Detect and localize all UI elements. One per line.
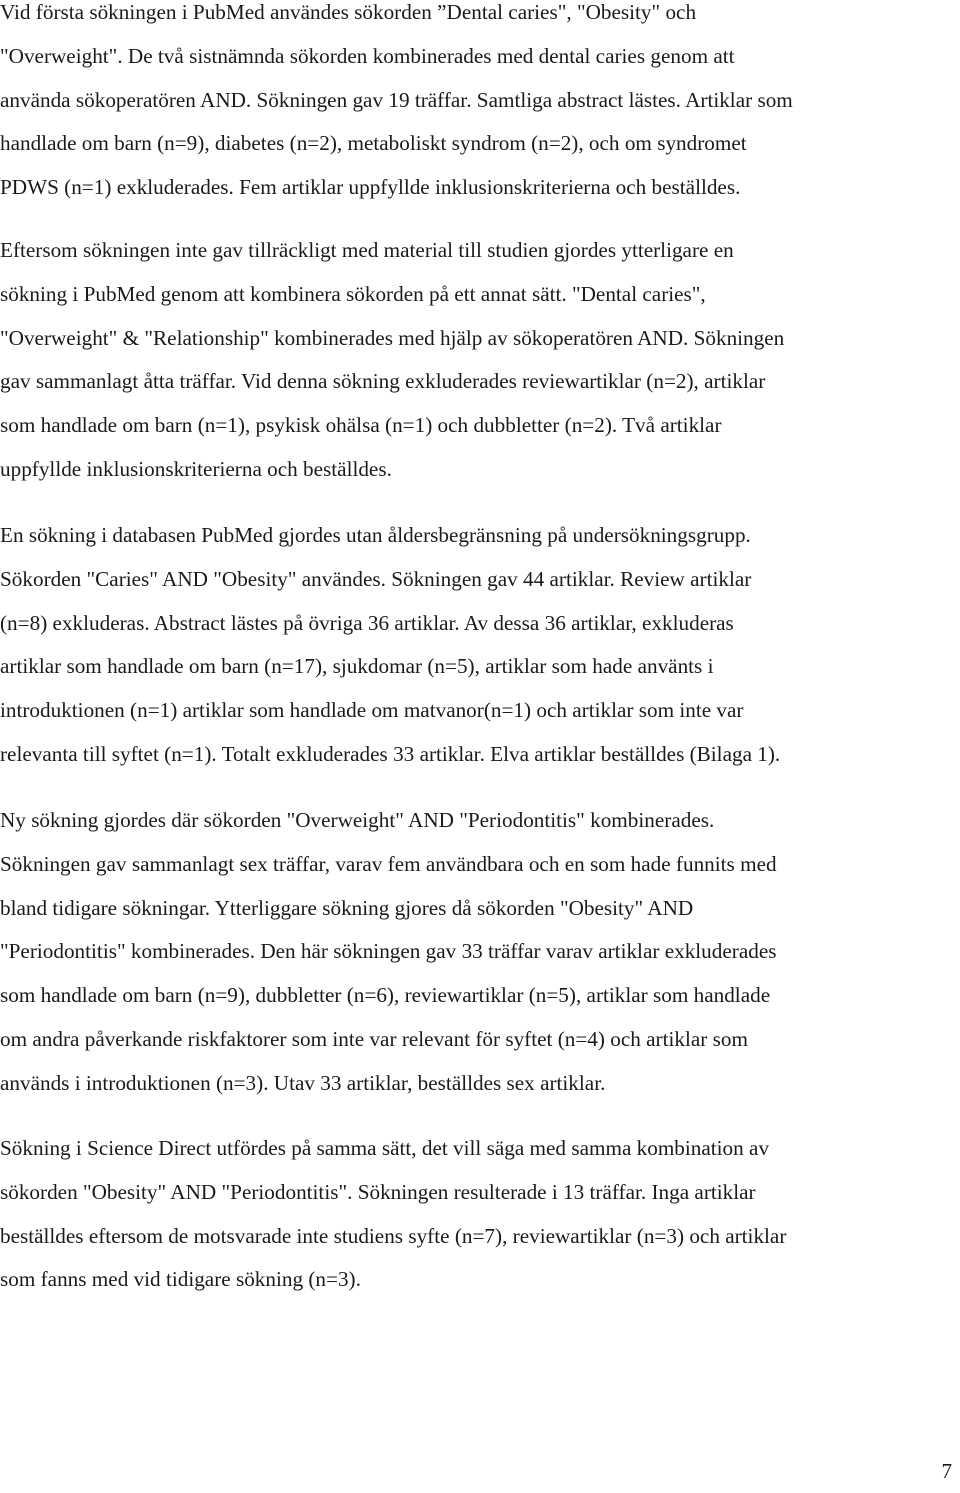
text-line: "Periodontitis" kombinerades. Den här sökningen gav 33 träffar varav artiklar exkluderades bbox=[0, 939, 777, 964]
page-number: 7 bbox=[941, 1459, 952, 1483]
text-line: handlade om barn (n=9), diabetes (n=2), metaboliskt syndrom (n=2), och om syndromet bbox=[0, 131, 747, 156]
text-line: (n=8) exkluderas. Abstract lästes på övriga 36 artiklar. Av dessa 36 artiklar, exkluderas bbox=[0, 610, 734, 635]
text-line: beställdes eftersom de motsvarade inte studiens syfte (n=7), reviewartiklar (n=3) och artiklar bbox=[0, 1223, 787, 1248]
text-line: artiklar som handlade om barn (n=17), sjukdomar (n=5), artiklar som hade använts i bbox=[0, 654, 714, 679]
paragraph-3 bbox=[0, 514, 958, 777]
text-line: bland tidigare sökningar. Ytterliggare sökning gjores då sökorden "Obesity" AND bbox=[0, 895, 694, 920]
text-line: som fanns med vid tidigare sökning (n=3). bbox=[0, 1267, 361, 1292]
text-line: Vid första sökningen i PubMed användes sökorden ”Dental caries", "Obesity" och bbox=[0, 0, 697, 24]
text-line: används i introduktionen (n=3). Utav 33 artiklar, beställdes sex artiklar. bbox=[0, 1070, 606, 1095]
text-line: som handlade om barn (n=9), dubbletter (n=6), reviewartiklar (n=5), artiklar som handlade bbox=[0, 983, 771, 1008]
paragraph-4 bbox=[0, 799, 958, 1106]
text-line: En sökning i databasen PubMed gjordes utan åldersbegränsning på undersökningsgrupp. bbox=[0, 523, 751, 547]
text-line: "Overweight". De två sistnämnda sökorden kombinerades med dental caries genom att bbox=[0, 43, 735, 68]
text-line: "Overweight" & "Relationship" kombinerades med hjälp av sökoperatören AND. Sökningen bbox=[0, 325, 785, 350]
paragraph-5 bbox=[0, 1127, 958, 1302]
paragraph-2 bbox=[0, 229, 958, 492]
text-line: Sökorden "Caries" AND "Obesity" användes. Sökningen gav 44 artiklar. Review artiklar bbox=[0, 566, 752, 591]
text-line: Ny sökning gjordes där sökorden "Overweight" AND "Periodontitis" kombinerades. bbox=[0, 808, 715, 832]
text-line: använda sökoperatören AND. Sökningen gav 19 träffar. Samtliga abstract lästes. Artiklar som bbox=[0, 87, 793, 112]
text-line: sökning i PubMed genom att kombinera sökorden på ett annat sätt. "Dental caries", bbox=[0, 281, 706, 306]
text-line: introduktionen (n=1) artiklar som handlade om matvanor(n=1) och artiklar som inte var bbox=[0, 698, 744, 723]
text-line: som handlade om barn (n=1), psykisk ohälsa (n=1) och dubbletter (n=2). Två artiklar bbox=[0, 413, 722, 438]
text-line: PDWS (n=1) exkluderades. Fem artiklar uppfyllde inklusionskriterierna och beställdes. bbox=[0, 175, 741, 200]
text-line: Sökningen gav sammanlagt sex träffar, varav fem användbara och en som hade funnits med bbox=[0, 851, 777, 876]
text-line: om andra påverkande riskfaktorer som inte var relevant för syftet (n=4) och artiklar som bbox=[0, 1026, 748, 1051]
text-line: Eftersom sökningen inte gav tillräckligt med material till studien gjordes ytterligare en bbox=[0, 238, 734, 262]
text-line: Sökning i Science Direct utfördes på samma sätt, det vill säga med samma kombination av bbox=[0, 1136, 770, 1160]
text-line: uppfyllde inklusionskriterierna och beställdes. bbox=[0, 456, 392, 481]
text-line: relevanta till syftet (n=1). Totalt exkluderades 33 artiklar. Elva artiklar beställdes (Bilaga 1). bbox=[0, 741, 781, 766]
paragraph-1 bbox=[0, 0, 958, 210]
text-line: sökorden "Obesity" AND "Periodontitis". Sökningen resulterade i 13 träffar. Inga artiklar bbox=[0, 1179, 756, 1204]
text-line: gav sammanlagt åtta träffar. Vid denna sökning exkluderades reviewartiklar (n=2), artiklar bbox=[0, 369, 766, 394]
